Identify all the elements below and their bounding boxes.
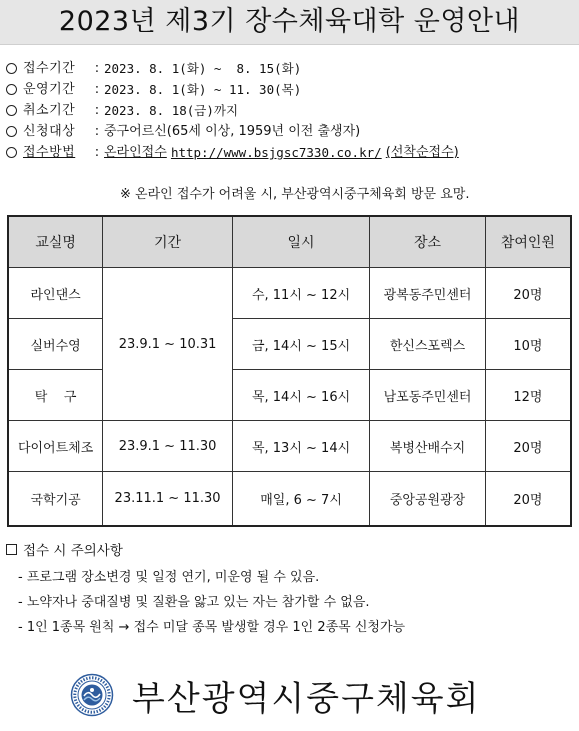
cell-place: 중앙공원광장 [370,472,486,527]
info-label: 취소기간 [23,103,76,118]
cell-class: 국학기공 [8,472,103,527]
cell-time: 금, 14시 ~ 15시 [232,319,369,370]
circle-bullet-icon [6,105,17,116]
cell-count: 20명 [485,421,571,472]
footer [70,670,480,720]
info-item-cancel: 취소기간 : 2023. 8. 18(금)까지 [6,100,576,121]
cell-place: 복병산배수지 [370,421,486,472]
caution-list [18,565,405,640]
caution-item: - 프로그램 장소변경 및 일정 연기, 미운영 될 수 있음. [18,570,320,585]
caution-heading-text: 접수 시 주의사항 [23,543,123,559]
table-row [8,370,571,421]
circle-bullet-icon [6,126,17,137]
cell-time: 목, 14시 ~ 16시 [232,370,369,421]
table-row [8,472,571,527]
cell-class: 다이어트체조 [8,421,103,472]
info-label: 운영기간 [23,82,76,97]
info-value: 2023. 8. 18(금)까지 [104,103,239,118]
cell-period: 23.9.1 ~ 11.30 [103,421,233,472]
org-emblem-icon [70,673,114,717]
cell-count: 10명 [485,319,571,370]
cell-time: 수, 11시 ~ 12시 [232,268,369,319]
info-item-method: 접수방법 : 온라인접수 http://www.bsjgsc7330.co.kr/ (선착순접수) [6,142,576,163]
info-item-reception: 접수기간 : 2023. 8. 1(화) ~ 8. 15(화) [6,58,576,79]
info-item-target: 신청대상 : 중구어르신(65세 이상, 1959년 이전 출생자) [6,121,576,142]
cell-period: 23.9.1 ~ 10.31 [103,268,233,421]
cell-count: 12명 [485,370,571,421]
cell-class: 실버수영 [8,319,103,370]
table-row [8,268,571,319]
header-class: 교실명 [8,216,103,268]
cell-place: 광복동주민센터 [370,268,486,319]
square-bullet-icon [6,544,17,555]
table-header-row [8,216,571,268]
info-value-suffix: (선착순접수) [385,145,459,160]
cell-time: 매일, 6 ~ 7시 [232,472,369,527]
cell-count: 20명 [485,268,571,319]
info-label: 접수기간 [23,61,76,76]
caution-item: - 노약자나 중대질병 및 질환을 앓고 있는 자는 참가할 수 없음. [18,595,370,610]
header-period: 기간 [103,216,233,268]
info-value: 2023. 8. 1(화) ~ 8. 15(화) [104,61,302,76]
header-count: 참여인원 [485,216,571,268]
info-value: 2023. 8. 1(화) ~ 11. 30(목) [104,82,302,97]
table-row [8,319,571,370]
header-place: 장소 [370,216,486,268]
circle-bullet-icon [6,84,17,95]
org-name: 부산광역시중구체육회 [132,678,481,719]
page-title: 2023년 제3기 장수체육대학 운영안내 [0,0,579,45]
info-item-operation: 운영기간 : 2023. 8. 1(화) ~ 11. 30(목) [6,79,576,100]
info-label: 접수방법 [23,145,76,160]
caution-item: - 1인 1종목 원칙 → 접수 미달 종목 발생할 경우 1인 2종목 신청가능 [18,620,406,635]
table-row [8,421,571,472]
info-value: 중구어르신(65세 이상, 1959년 이전 출생자) [104,124,361,139]
cell-period: 23.11.1 ~ 11.30 [103,472,233,527]
info-label: 신청대상 [23,124,76,139]
cell-class: 라인댄스 [8,268,103,319]
cell-count: 20명 [485,472,571,527]
cell-place: 남포동주민센터 [370,370,486,421]
caution-heading [6,539,123,559]
cell-time: 목, 13시 ~ 14시 [232,421,369,472]
cell-place: 한신스포렉스 [370,319,486,370]
circle-bullet-icon [6,147,17,158]
info-value-prefix: 온라인접수 [104,145,167,160]
info-list [6,58,576,163]
schedule-table [7,215,572,527]
visit-note: ※ 온라인 접수가 어려울 시, 부산광역시중구체육회 방문 요망. [120,187,470,202]
header-time: 일시 [232,216,369,268]
cell-class: 탁 구 [8,370,103,421]
circle-bullet-icon [6,63,17,74]
signup-url-link[interactable]: http://www.bsjgsc7330.co.kr/ [170,145,382,160]
